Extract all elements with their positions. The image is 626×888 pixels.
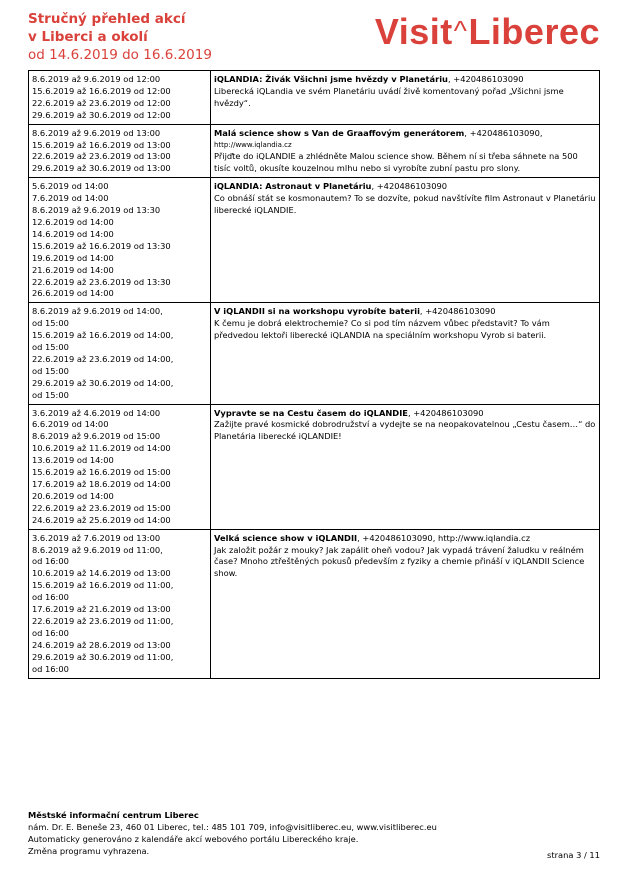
event-info-cell — [211, 529, 600, 678]
page-number: strana 3 / 11 — [547, 850, 600, 860]
event-description: Liberecká iQLandia ve svém Planetáriu uvádí živě komentovaný pořad „Všichni jsme hvězdy“. — [214, 85, 564, 108]
footer-address: nám. Dr. E. Beneše 23, 460 01 Liberec, tel.: 485 101 709, info@visitliberec.eu, www.visitliberec.eu — [28, 821, 437, 832]
event-contact: , +420486103090 — [407, 407, 484, 418]
event-heading — [214, 74, 596, 86]
event-date-line: 8.6.2019 až 9.6.2019 od 11:00, — [32, 544, 163, 555]
event-date-line: 29.6.2019 až 30.6.2019 od 13:00 — [32, 163, 171, 174]
event-date-line: 15.6.2019 až 16.6.2019 od 13:30 — [32, 240, 171, 251]
footer-note-generated: Automaticky generováno z kalendáře akcí webového portálu Libereckého kraje. — [28, 833, 359, 844]
event-date-line: 26.6.2019 od 14:00 — [32, 288, 114, 299]
event-date-line: 17.6.2019 až 18.6.2019 od 14:00 — [32, 479, 171, 489]
event-description: Přijďte do iQLANDIE a zhlédněte Malou science show. Během ní si třeba sáhnete na 500 tisíc voltů, okusíte kouzelnou mlhu nebo si vyrobíte zubní pastu pro slony. — [214, 151, 578, 174]
event-contact: , +420486103090, http://www.iqlandia.cz — [357, 532, 531, 543]
footer-note-changes: Změna programu vyhrazena. — [28, 845, 150, 856]
event-description: Co obnáší stát se kosmonautem? To se dozvíte, pokud navštívíte film Astronaut v Planetáriu liberecké iQLANDIE. — [214, 193, 596, 216]
event-heading — [214, 306, 596, 318]
event-contact: , +420486103090 — [371, 181, 448, 192]
event-url-link[interactable]: http://www.iqlandia.cz — [214, 140, 292, 149]
events-table — [28, 70, 600, 679]
logo-caret-icon: ^ — [453, 15, 468, 46]
event-title: Malá science show s Van de Graaffovým generátorem — [214, 127, 465, 138]
event-date-line: 7.6.2019 od 14:00 — [32, 193, 109, 204]
event-date-line: od 16:00 — [32, 627, 69, 638]
event-date-line: 22.6.2019 až 23.6.2019 od 14:00, — [32, 353, 174, 364]
event-date-line: 24.6.2019 až 25.6.2019 od 14:00 — [32, 514, 171, 525]
title-line-2: v Liberci a okolí — [28, 29, 148, 45]
event-date-line: od 16:00 — [32, 592, 69, 603]
logo-word-liberec: Liberec — [468, 11, 600, 52]
event-row — [29, 71, 600, 125]
event-date-line: 29.6.2019 až 30.6.2019 od 11:00, — [32, 651, 174, 662]
event-date-line: 3.6.2019 až 4.6.2019 od 14:00 — [32, 407, 161, 418]
event-date-line: 21.6.2019 od 14:00 — [32, 264, 114, 275]
event-contact: , +420486103090 — [419, 306, 496, 317]
event-heading — [214, 181, 596, 193]
event-row — [29, 529, 600, 678]
event-title: iQLANDIA: Živák Všichni jsme hvězdy v Planetáriu — [214, 74, 448, 84]
event-heading — [214, 408, 596, 420]
event-date-line: 22.6.2019 až 23.6.2019 od 13:30 — [32, 276, 171, 287]
event-title: V iQLANDII si na workshopu vyrobíte baterii — [214, 306, 420, 317]
event-date-line: 20.6.2019 od 14:00 — [32, 490, 114, 501]
event-dates-cell — [29, 404, 211, 529]
event-date-line: od 16:00 — [32, 556, 69, 567]
document-title — [28, 10, 212, 64]
event-date-line: 14.6.2019 od 14:00 — [32, 228, 114, 239]
event-date-line: 15.6.2019 až 16.6.2019 od 14:00, — [32, 330, 174, 341]
event-date-line: od 16:00 — [32, 663, 69, 674]
event-date-line: 5.6.2019 od 14:00 — [32, 181, 109, 192]
event-info-cell — [211, 124, 600, 178]
event-dates-cell — [29, 178, 211, 303]
title-line-1: Stručný přehled akcí — [28, 11, 186, 27]
event-title: Vypravte se na Cestu časem do iQLANDIE — [214, 407, 408, 418]
event-description: Zažijte pravé kosmické dobrodružství a vydejte se na neopakovatelnou „Cestu časem…“ do Planetária liberecké iQLANDIE! — [214, 419, 596, 442]
event-date-line: 8.6.2019 až 9.6.2019 od 13:00 — [32, 127, 161, 138]
event-date-line: od 15:00 — [32, 342, 69, 353]
logo-word-visit: Visit — [374, 11, 453, 52]
event-date-line: 22.6.2019 až 23.6.2019 od 13:00 — [32, 151, 171, 162]
event-date-line: 15.6.2019 až 16.6.2019 od 12:00 — [32, 85, 171, 96]
event-date-line: 8.6.2019 až 9.6.2019 od 13:30 — [32, 205, 161, 216]
event-date-line: 15.6.2019 až 16.6.2019 od 15:00 — [32, 467, 171, 478]
event-dates-cell — [29, 303, 211, 404]
event-date-line: 15.6.2019 až 16.6.2019 od 11:00, — [32, 580, 174, 591]
event-heading — [214, 533, 596, 545]
event-date-line: 8.6.2019 až 9.6.2019 od 12:00 — [32, 74, 161, 84]
event-description: K čemu je dobrá elektrochemie? Co si pod tím názvem vůbec představit? To vám předvedou lektoři liberecké iQLANDIA na speciálním workshopu Vyrob si baterii. — [214, 318, 550, 341]
event-info-cell — [211, 71, 600, 125]
event-contact: , +420486103090, — [464, 127, 543, 138]
event-info-cell — [211, 178, 600, 303]
event-info-cell — [211, 404, 600, 529]
event-date-line: 22.6.2019 až 23.6.2019 od 15:00 — [32, 502, 171, 513]
event-date-line: 6.6.2019 od 14:00 — [32, 419, 109, 430]
event-date-line: od 15:00 — [32, 365, 69, 376]
event-date-line: 15.6.2019 až 16.6.2019 od 13:00 — [32, 139, 171, 150]
title-date-range: od 14.6.2019 do 16.6.2019 — [28, 47, 212, 63]
event-row — [29, 303, 600, 404]
event-date-line: 12.6.2019 od 14:00 — [32, 216, 114, 227]
event-contact: , +420486103090 — [447, 74, 524, 84]
event-date-line: 29.6.2019 až 30.6.2019 od 14:00, — [32, 377, 174, 388]
event-dates-cell — [29, 529, 211, 678]
event-date-line: 8.6.2019 až 9.6.2019 od 14:00, — [32, 306, 163, 317]
event-date-line: 22.6.2019 až 23.6.2019 od 11:00, — [32, 615, 174, 626]
event-heading — [214, 128, 596, 140]
event-date-line: 3.6.2019 až 7.6.2019 od 13:00 — [32, 532, 161, 543]
page-header — [28, 10, 600, 70]
event-date-line: 17.6.2019 až 21.6.2019 od 13:00 — [32, 604, 171, 615]
event-date-line: 29.6.2019 až 30.6.2019 od 12:00 — [32, 109, 171, 120]
visit-liberec-logo — [375, 12, 600, 55]
event-dates-cell — [29, 124, 211, 178]
event-info-cell — [211, 303, 600, 404]
event-date-line: 24.6.2019 až 28.6.2019 od 13:00 — [32, 639, 171, 650]
event-date-line: 19.6.2019 od 14:00 — [32, 252, 114, 263]
event-date-line: 22.6.2019 až 23.6.2019 od 12:00 — [32, 97, 171, 108]
page-footer — [28, 810, 600, 858]
event-row — [29, 404, 600, 529]
event-title: iQLANDIA: Astronaut v Planetáriu — [214, 181, 372, 192]
event-date-line: od 15:00 — [32, 318, 69, 329]
event-date-line: 13.6.2019 od 14:00 — [32, 455, 114, 466]
event-row — [29, 178, 600, 303]
event-date-line: 10.6.2019 až 11.6.2019 od 14:00 — [32, 443, 171, 454]
event-date-line: 10.6.2019 až 14.6.2019 od 13:00 — [32, 568, 171, 579]
event-date-line: od 15:00 — [32, 389, 69, 400]
footer-organization: Městské informační centrum Liberec — [28, 810, 199, 820]
events-table-body — [29, 71, 600, 679]
event-date-line: 8.6.2019 až 9.6.2019 od 15:00 — [32, 431, 161, 442]
event-description: Jak založit požár z mouky? Jak zapálit oheň vodou? Jak vypadá trávení žaludku v reálném čase? Mnoho ztřeštěných pokusů především z fyziky a chemie přináší v iQLANDII Science show. — [214, 544, 585, 579]
event-row — [29, 124, 600, 178]
event-title: Velká science show v iQLANDII — [214, 532, 358, 543]
event-dates-cell — [29, 71, 211, 125]
